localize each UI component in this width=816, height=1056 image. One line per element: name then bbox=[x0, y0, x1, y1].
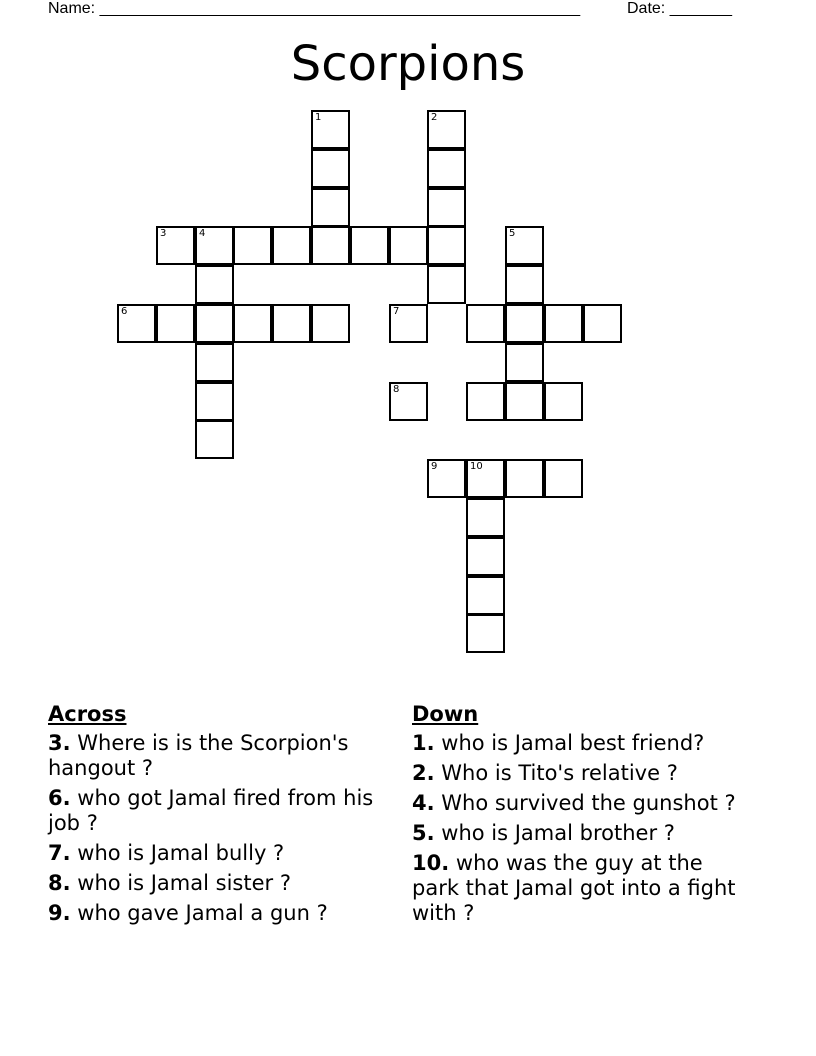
clue-number: 1 bbox=[315, 112, 322, 123]
grid-cell[interactable] bbox=[544, 382, 583, 421]
clue-number: 4 bbox=[199, 228, 206, 239]
grid-cell[interactable] bbox=[466, 382, 505, 421]
grid-cell[interactable] bbox=[466, 459, 505, 498]
clue-across-6: 6. who got Jamal fired from his job ? bbox=[48, 786, 374, 835]
grid-cell[interactable] bbox=[427, 226, 466, 265]
grid-cell[interactable] bbox=[195, 382, 234, 421]
grid-cell[interactable] bbox=[311, 304, 350, 343]
across-heading: Across bbox=[48, 702, 127, 726]
grid-cell[interactable] bbox=[195, 420, 234, 459]
grid-cell[interactable] bbox=[311, 188, 350, 227]
clue-number: 9 bbox=[431, 461, 438, 472]
clue-down-5: 5. who is Jamal brother ? bbox=[412, 821, 675, 845]
clue-down-10: 10. who was the guy at the park that Jamal got into a fight with ? bbox=[412, 851, 736, 925]
grid-cell[interactable] bbox=[466, 537, 505, 576]
grid-cell[interactable] bbox=[156, 304, 195, 343]
grid-cell[interactable] bbox=[544, 459, 583, 498]
clue-down-1: 1. who is Jamal best friend? bbox=[412, 731, 705, 755]
grid-cell[interactable] bbox=[272, 226, 311, 265]
grid-cell[interactable] bbox=[272, 304, 311, 343]
down-clues bbox=[412, 702, 742, 931]
name-field[interactable]: Name: ______________________________________________________ bbox=[48, 0, 581, 17]
grid-cell[interactable] bbox=[505, 459, 544, 498]
grid-cell[interactable] bbox=[505, 382, 544, 421]
clue-number: 2 bbox=[431, 112, 438, 123]
clue-across-8: 8. who is Jamal sister ? bbox=[48, 871, 291, 895]
grid-cell[interactable] bbox=[505, 265, 544, 304]
clue-number: 3 bbox=[160, 228, 167, 239]
grid-cell[interactable] bbox=[195, 304, 234, 343]
grid-cell[interactable] bbox=[466, 614, 505, 653]
grid-cell[interactable] bbox=[195, 343, 234, 382]
grid-cell[interactable] bbox=[350, 226, 389, 265]
grid-cell[interactable] bbox=[311, 226, 350, 265]
grid-cell[interactable] bbox=[389, 304, 428, 343]
down-heading: Down bbox=[412, 702, 479, 726]
grid-cell[interactable] bbox=[505, 226, 544, 265]
clue-number: 10 bbox=[470, 461, 483, 472]
grid-cell[interactable] bbox=[583, 304, 622, 343]
clue-down-2: 2. Who is Tito's relative ? bbox=[412, 761, 678, 785]
grid-cell[interactable] bbox=[466, 304, 505, 343]
grid-cell[interactable] bbox=[233, 226, 272, 265]
grid-cell[interactable] bbox=[311, 149, 350, 188]
clue-across-3: 3. Where is is the Scorpion's hangout ? bbox=[48, 731, 349, 780]
grid-cell[interactable] bbox=[427, 110, 466, 149]
grid-cell[interactable] bbox=[427, 149, 466, 188]
grid-cell[interactable] bbox=[311, 110, 350, 149]
grid-cell[interactable] bbox=[466, 498, 505, 537]
clue-number: 7 bbox=[393, 306, 400, 317]
grid-cell[interactable] bbox=[505, 343, 544, 382]
clue-number: 5 bbox=[509, 228, 516, 239]
grid-cell[interactable] bbox=[427, 459, 466, 498]
grid-cell[interactable] bbox=[233, 304, 272, 343]
grid-cell[interactable] bbox=[117, 304, 156, 343]
grid-cell[interactable] bbox=[195, 226, 234, 265]
grid-cell[interactable] bbox=[427, 265, 466, 304]
page-title: Scorpions bbox=[290, 36, 526, 92]
clue-number: 8 bbox=[393, 384, 400, 395]
clue-number: 6 bbox=[121, 306, 128, 317]
grid-cell[interactable] bbox=[389, 382, 428, 421]
grid-cell[interactable] bbox=[466, 576, 505, 615]
date-field[interactable]: Date: _______ bbox=[627, 0, 732, 17]
grid-cell[interactable] bbox=[389, 226, 428, 265]
grid-cell[interactable] bbox=[427, 188, 466, 227]
grid-cell[interactable] bbox=[195, 265, 234, 304]
clue-across-9: 9. who gave Jamal a gun ? bbox=[48, 901, 328, 925]
clue-across-7: 7. who is Jamal bully ? bbox=[48, 841, 285, 865]
across-clues bbox=[48, 702, 378, 931]
grid-cell[interactable] bbox=[544, 304, 583, 343]
grid-cell[interactable] bbox=[156, 226, 195, 265]
clue-down-4: 4. Who survived the gunshot ? bbox=[412, 791, 736, 815]
grid-cell[interactable] bbox=[505, 304, 544, 343]
